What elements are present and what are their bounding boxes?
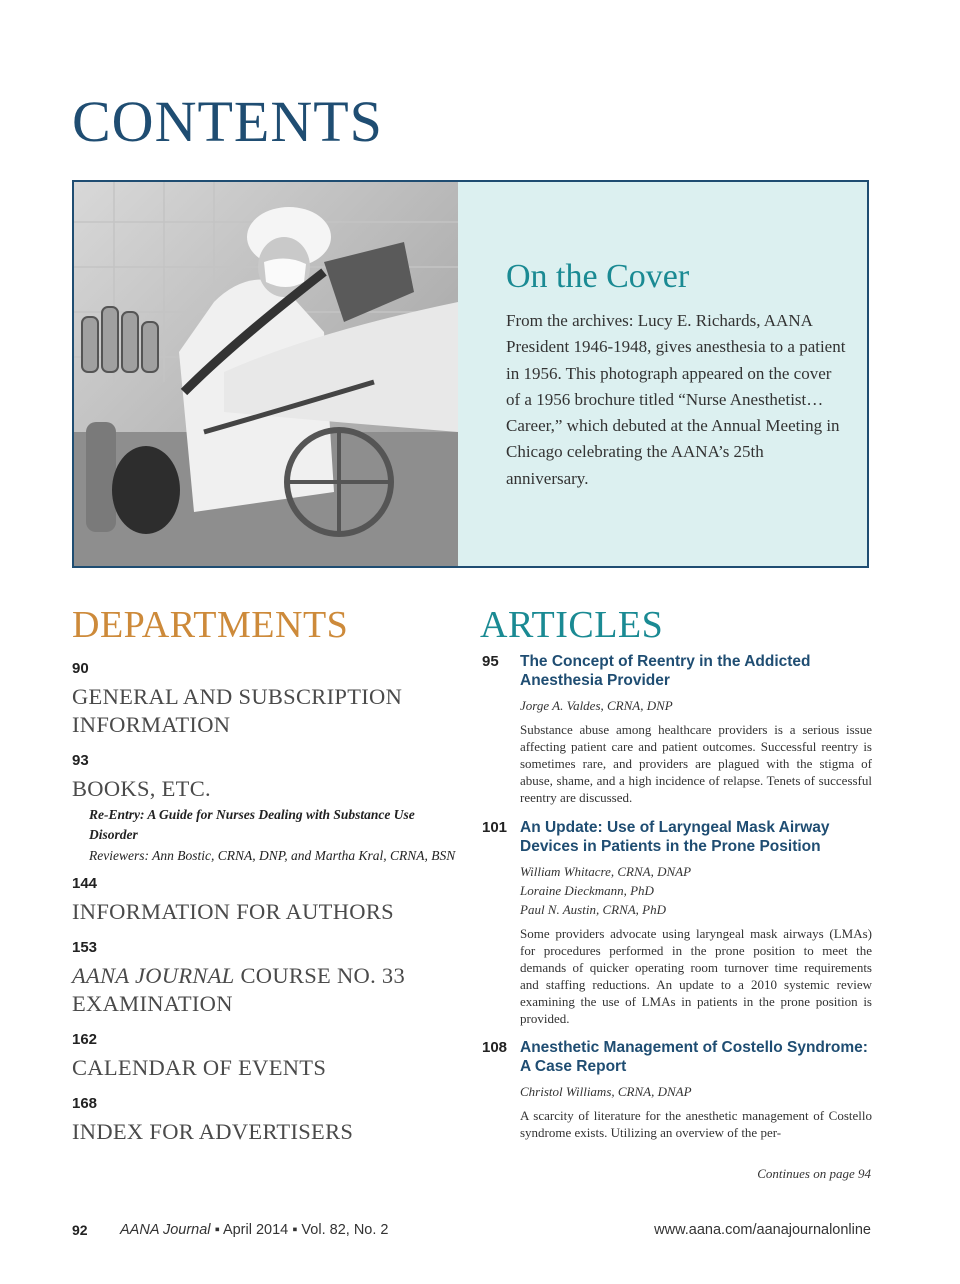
article-summary: Some providers advocate using laryngeal mask airways (LMAs) for procedures performed in the prone position to meet the demands of quicker operating room turnover time requirements and staffing reductions. An update to a 2010 systemic review examining the use of LMAs in patients in the prone position is provided. — [520, 926, 872, 1026]
department-page-number: 90 — [72, 660, 89, 677]
department-entry[interactable] — [72, 752, 462, 866]
department-page-number: 168 — [72, 1095, 98, 1112]
footer-journal-name: AANA Journal — [120, 1222, 211, 1238]
cover-description: From the archives: Lucy E. Richards, AANA President 1946-1948, gives anesthesia to a patient in 1956. This photograph appeared on the cover of a 1956 brochure titled “Nurse Anesthetist…Career,” which debuted at the Annual Meeting in Chicago celebrating the AANA’s 25th anniversary. — [506, 311, 846, 488]
article-page-number: 95 — [482, 653, 499, 670]
article-author: Jorge A. Valdes, CRNA, DNP — [520, 698, 673, 713]
articles-heading: ARTICLES — [480, 604, 664, 646]
department-entry[interactable] — [72, 660, 462, 739]
department-entry[interactable] — [72, 875, 462, 926]
cover-photo — [74, 182, 458, 568]
departments-heading: DEPARTMENTS — [72, 604, 349, 646]
department-entry[interactable] — [72, 1095, 462, 1146]
footer-url-link[interactable]: www.aana.com/aanajournalonline — [654, 1222, 871, 1238]
footer-issue: ▪ April 2014 ▪ Vol. 82, No. 2 — [210, 1222, 389, 1238]
continues-note: Continues on page 94 — [757, 1166, 871, 1181]
department-title[interactable]: BOOKS, ETC. — [72, 776, 211, 801]
department-page-number: 144 — [72, 875, 98, 892]
department-title-rest: COURSE NO. 33 EXAMINATION — [72, 963, 406, 1016]
book-reviewers: Reviewers: Ann Bostic, CRNA, DNP, and Martha Kral, CRNA, BSN — [89, 848, 456, 863]
department-page-number: 153 — [72, 939, 98, 956]
cover-heading: On the Cover — [506, 258, 690, 295]
article-page-number: 108 — [482, 1039, 508, 1056]
department-entry[interactable] — [72, 939, 462, 1018]
department-title[interactable]: INFORMATION FOR AUTHORS — [72, 899, 394, 924]
page-title: CONTENTS — [72, 89, 383, 154]
article-author: Loraine Dieckmann, PhD — [520, 883, 654, 898]
article-title[interactable]: The Concept of Reentry in the Addicted Anesthesia Provider — [520, 653, 811, 689]
article-title[interactable]: Anesthetic Management of Costello Syndrome: A Case Report — [520, 1039, 868, 1075]
cover-panel — [72, 180, 869, 568]
department-title[interactable]: GENERAL AND SUBSCRIPTION INFORMATION — [72, 684, 403, 737]
book-title: Re-Entry: A Guide for Nurses Dealing with Substance Use Disorder — [89, 807, 415, 842]
footer-page-number: 92 — [72, 1222, 88, 1238]
department-page-number: 162 — [72, 1031, 98, 1048]
article-page-number: 101 — [482, 819, 508, 836]
department-page-number: 93 — [72, 752, 89, 769]
article-summary: A scarcity of literature for the anesthetic management of Costello syndrome exists. Utilizing an overview of the per- — [520, 1108, 872, 1140]
department-title[interactable] — [72, 962, 462, 1018]
article-author: Christol Williams, CRNA, DNAP — [520, 1084, 692, 1099]
article-author: Paul N. Austin, CRNA, PhD — [520, 902, 667, 917]
journal-name: AANA JOURNAL — [72, 963, 235, 988]
footer-issue-info — [120, 1222, 389, 1238]
article-author: William Whitacre, CRNA, DNAP — [520, 864, 692, 879]
article-summary: Substance abuse among healthcare providers is a serious issue affecting patient care and patient outcomes. Successful reentry is sometimes rare, and providers are plagued with the stigma of abuse, shame, and a high incidence of relapse. Tenets of successful reentry are discussed. — [520, 722, 872, 805]
department-title[interactable]: CALENDAR OF EVENTS — [72, 1055, 327, 1080]
department-entry[interactable] — [72, 1031, 462, 1082]
department-title[interactable]: INDEX FOR ADVERTISERS — [72, 1119, 354, 1144]
article-title[interactable]: An Update: Use of Laryngeal Mask Airway Devices in Patients in the Prone Position — [520, 819, 830, 855]
